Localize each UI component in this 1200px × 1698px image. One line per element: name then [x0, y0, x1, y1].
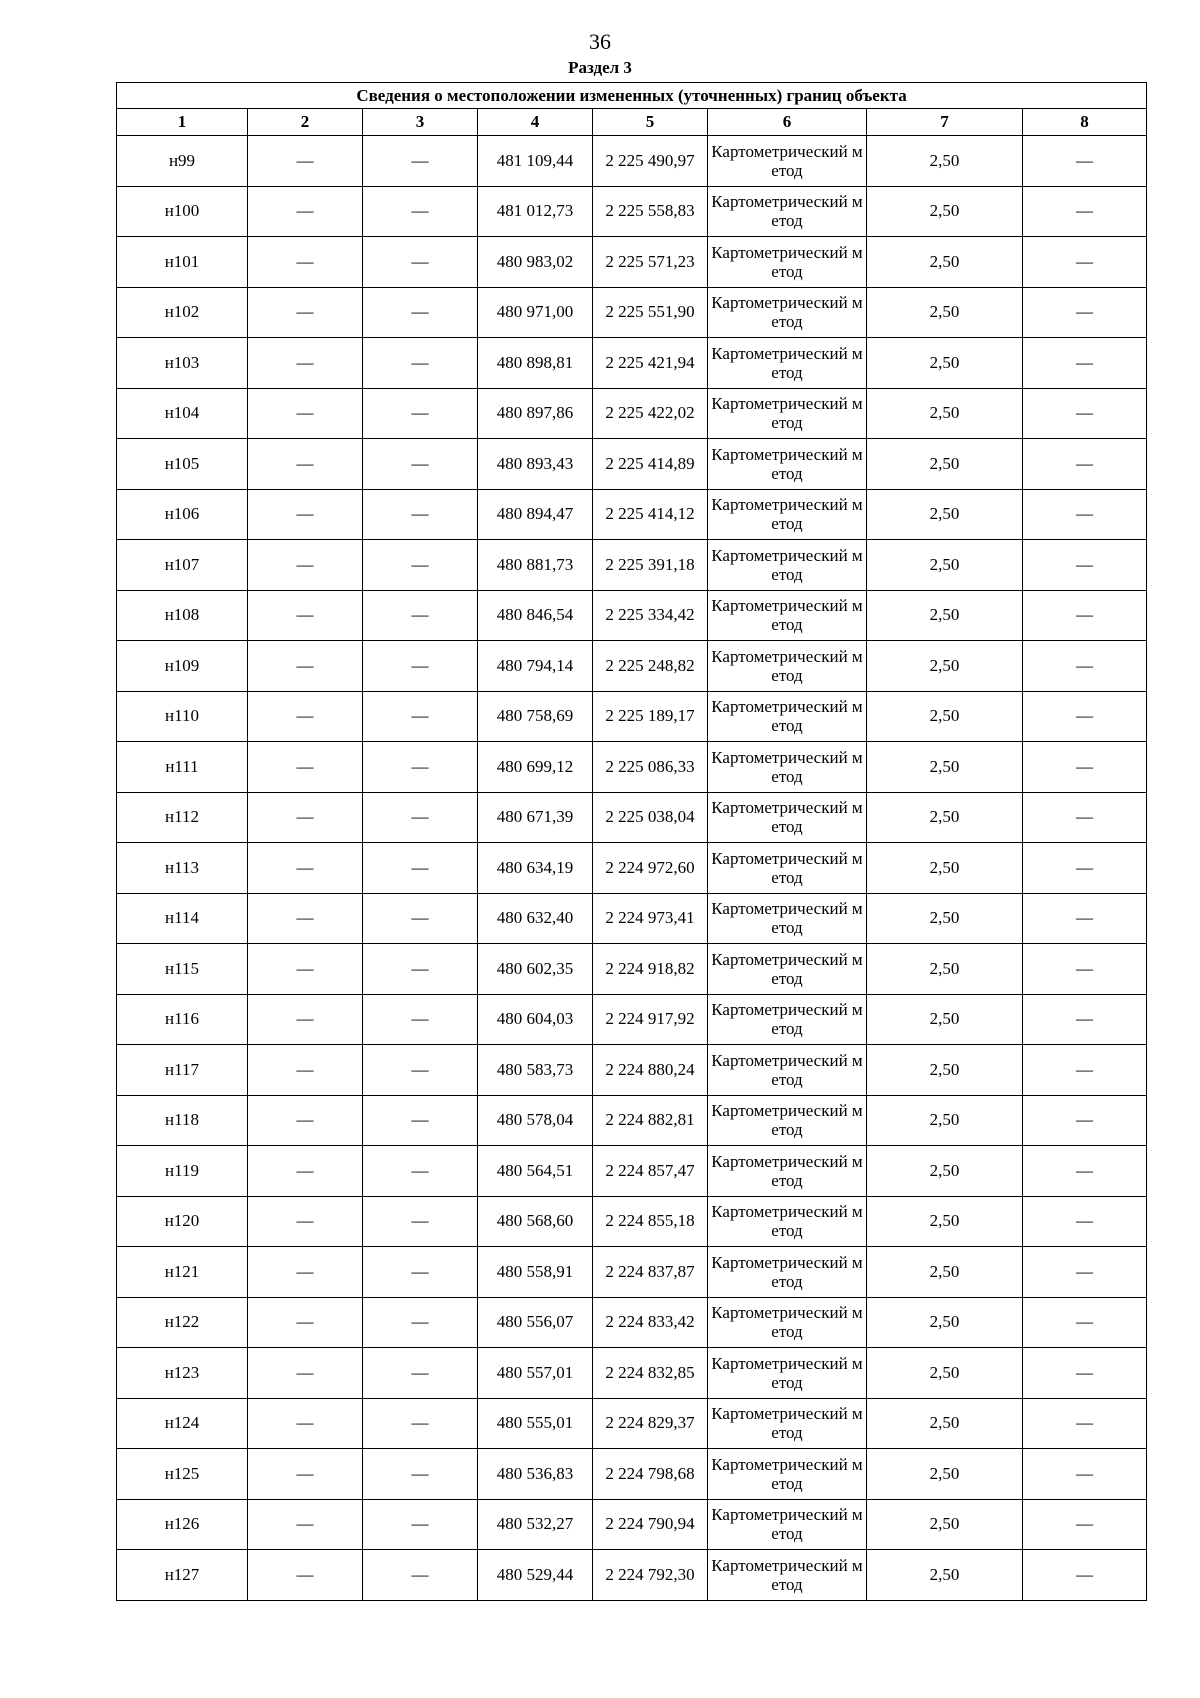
column-2-cell: — [248, 540, 363, 591]
x-coordinate-cell: 480 532,27 [478, 1499, 593, 1550]
y-coordinate-cell: 2 224 880,24 [593, 1045, 708, 1096]
point-number-cell: н123 [117, 1348, 248, 1399]
column-2-cell: — [248, 1247, 363, 1298]
table-row [117, 186, 1147, 237]
table-header-row [117, 109, 1147, 136]
point-number-cell: н122 [117, 1297, 248, 1348]
table-row [117, 843, 1147, 894]
column-3-cell: — [363, 1550, 478, 1601]
column-2-cell: — [248, 1499, 363, 1550]
column-8-cell: — [1023, 186, 1147, 237]
column-3-cell: — [363, 1045, 478, 1096]
column-2-cell: — [248, 237, 363, 288]
method-cell: Картометрический метод [708, 792, 867, 843]
column-2-cell: — [248, 287, 363, 338]
column-2-cell: — [248, 388, 363, 439]
table-caption-row [117, 83, 1147, 109]
y-coordinate-cell: 2 224 973,41 [593, 893, 708, 944]
column-8-cell: — [1023, 1095, 1147, 1146]
table-body [117, 136, 1147, 1601]
method-cell: Картометрический метод [708, 1146, 867, 1197]
point-number-cell: н124 [117, 1398, 248, 1449]
column-8-cell: — [1023, 590, 1147, 641]
table-row [117, 388, 1147, 439]
method-cell: Картометрический метод [708, 1449, 867, 1500]
method-cell: Картометрический метод [708, 590, 867, 641]
method-cell: Картометрический метод [708, 388, 867, 439]
column-8-cell: — [1023, 1297, 1147, 1348]
table-row [117, 136, 1147, 187]
point-number-cell: н105 [117, 439, 248, 490]
column-8-cell: — [1023, 136, 1147, 187]
method-cell: Картометрический метод [708, 439, 867, 490]
x-coordinate-cell: 480 897,86 [478, 388, 593, 439]
column-8-cell: — [1023, 994, 1147, 1045]
table-row [117, 237, 1147, 288]
table-row [117, 944, 1147, 995]
y-coordinate-cell: 2 224 792,30 [593, 1550, 708, 1601]
method-cell: Картометрический метод [708, 1398, 867, 1449]
x-coordinate-cell: 480 632,40 [478, 893, 593, 944]
column-8-cell: — [1023, 1045, 1147, 1096]
column-3-cell: — [363, 843, 478, 894]
column-2-cell: — [248, 136, 363, 187]
point-number-cell: н104 [117, 388, 248, 439]
column-header: 5 [593, 109, 708, 136]
y-coordinate-cell: 2 225 558,83 [593, 186, 708, 237]
column-2-cell: — [248, 489, 363, 540]
column-3-cell: — [363, 489, 478, 540]
y-coordinate-cell: 2 225 422,02 [593, 388, 708, 439]
accuracy-cell: 2,50 [867, 1247, 1023, 1298]
column-3-cell: — [363, 1247, 478, 1298]
method-cell: Картометрический метод [708, 1550, 867, 1601]
column-header: 7 [867, 109, 1023, 136]
table-row [117, 1499, 1147, 1550]
accuracy-cell: 2,50 [867, 1449, 1023, 1500]
method-cell: Картометрический метод [708, 994, 867, 1045]
column-3-cell: — [363, 136, 478, 187]
column-8-cell: — [1023, 338, 1147, 389]
column-2-cell: — [248, 1348, 363, 1399]
table-row [117, 540, 1147, 591]
table-row [117, 439, 1147, 490]
y-coordinate-cell: 2 224 917,92 [593, 994, 708, 1045]
y-coordinate-cell: 2 225 391,18 [593, 540, 708, 591]
table-row [117, 1247, 1147, 1298]
method-cell: Картометрический метод [708, 136, 867, 187]
table-row [117, 1550, 1147, 1601]
column-8-cell: — [1023, 944, 1147, 995]
x-coordinate-cell: 481 012,73 [478, 186, 593, 237]
point-number-cell: н110 [117, 691, 248, 742]
column-2-cell: — [248, 843, 363, 894]
point-number-cell: н117 [117, 1045, 248, 1096]
accuracy-cell: 2,50 [867, 1499, 1023, 1550]
accuracy-cell: 2,50 [867, 893, 1023, 944]
x-coordinate-cell: 480 536,83 [478, 1449, 593, 1500]
table-row [117, 994, 1147, 1045]
method-cell: Картометрический метод [708, 186, 867, 237]
accuracy-cell: 2,50 [867, 843, 1023, 894]
point-number-cell: н109 [117, 641, 248, 692]
accuracy-cell: 2,50 [867, 590, 1023, 641]
accuracy-cell: 2,50 [867, 136, 1023, 187]
x-coordinate-cell: 480 671,39 [478, 792, 593, 843]
method-cell: Картометрический метод [708, 1297, 867, 1348]
point-number-cell: н126 [117, 1499, 248, 1550]
x-coordinate-cell: 480 983,02 [478, 237, 593, 288]
accuracy-cell: 2,50 [867, 944, 1023, 995]
column-8-cell: — [1023, 489, 1147, 540]
column-header: 8 [1023, 109, 1147, 136]
method-cell: Картометрический метод [708, 1095, 867, 1146]
y-coordinate-cell: 2 225 414,89 [593, 439, 708, 490]
column-8-cell: — [1023, 1196, 1147, 1247]
table-caption: Сведения о местоположении измененных (уточненных) границ объекта [117, 83, 1147, 109]
column-2-cell: — [248, 590, 363, 641]
column-3-cell: — [363, 1398, 478, 1449]
point-number-cell: н99 [117, 136, 248, 187]
accuracy-cell: 2,50 [867, 1348, 1023, 1399]
y-coordinate-cell: 2 224 837,87 [593, 1247, 708, 1298]
y-coordinate-cell: 2 225 038,04 [593, 792, 708, 843]
x-coordinate-cell: 480 894,47 [478, 489, 593, 540]
point-number-cell: н107 [117, 540, 248, 591]
point-number-cell: н101 [117, 237, 248, 288]
point-number-cell: н118 [117, 1095, 248, 1146]
column-8-cell: — [1023, 792, 1147, 843]
table-row [117, 893, 1147, 944]
column-3-cell: — [363, 1348, 478, 1399]
accuracy-cell: 2,50 [867, 1297, 1023, 1348]
x-coordinate-cell: 480 846,54 [478, 590, 593, 641]
table-row [117, 792, 1147, 843]
table-row [117, 1095, 1147, 1146]
column-3-cell: — [363, 1196, 478, 1247]
y-coordinate-cell: 2 225 248,82 [593, 641, 708, 692]
column-3-cell: — [363, 691, 478, 742]
method-cell: Картометрический метод [708, 1348, 867, 1399]
point-number-cell: н108 [117, 590, 248, 641]
x-coordinate-cell: 480 602,35 [478, 944, 593, 995]
column-3-cell: — [363, 388, 478, 439]
accuracy-cell: 2,50 [867, 287, 1023, 338]
accuracy-cell: 2,50 [867, 338, 1023, 389]
column-8-cell: — [1023, 691, 1147, 742]
column-3-cell: — [363, 287, 478, 338]
table-row [117, 1146, 1147, 1197]
column-8-cell: — [1023, 388, 1147, 439]
accuracy-cell: 2,50 [867, 742, 1023, 793]
accuracy-cell: 2,50 [867, 237, 1023, 288]
y-coordinate-cell: 2 224 790,94 [593, 1499, 708, 1550]
column-header: 2 [248, 109, 363, 136]
column-8-cell: — [1023, 540, 1147, 591]
point-number-cell: н119 [117, 1146, 248, 1197]
column-2-cell: — [248, 944, 363, 995]
accuracy-cell: 2,50 [867, 489, 1023, 540]
point-number-cell: н114 [117, 893, 248, 944]
y-coordinate-cell: 2 224 832,85 [593, 1348, 708, 1399]
table-row [117, 1348, 1147, 1399]
method-cell: Картометрический метод [708, 1247, 867, 1298]
method-cell: Картометрический метод [708, 843, 867, 894]
x-coordinate-cell: 480 893,43 [478, 439, 593, 490]
y-coordinate-cell: 2 224 855,18 [593, 1196, 708, 1247]
column-8-cell: — [1023, 843, 1147, 894]
column-3-cell: — [363, 540, 478, 591]
column-2-cell: — [248, 1550, 363, 1601]
accuracy-cell: 2,50 [867, 439, 1023, 490]
x-coordinate-cell: 480 794,14 [478, 641, 593, 692]
point-number-cell: н127 [117, 1550, 248, 1601]
column-2-cell: — [248, 1398, 363, 1449]
column-8-cell: — [1023, 439, 1147, 490]
accuracy-cell: 2,50 [867, 1196, 1023, 1247]
point-number-cell: н103 [117, 338, 248, 389]
point-number-cell: н115 [117, 944, 248, 995]
y-coordinate-cell: 2 225 571,23 [593, 237, 708, 288]
accuracy-cell: 2,50 [867, 388, 1023, 439]
column-3-cell: — [363, 641, 478, 692]
point-number-cell: н111 [117, 742, 248, 793]
method-cell: Картометрический метод [708, 893, 867, 944]
point-number-cell: н100 [117, 186, 248, 237]
column-8-cell: — [1023, 1550, 1147, 1601]
accuracy-cell: 2,50 [867, 641, 1023, 692]
section-title: Раздел 3 [568, 58, 632, 77]
table-row [117, 1398, 1147, 1449]
y-coordinate-cell: 2 225 086,33 [593, 742, 708, 793]
y-coordinate-cell: 2 224 882,81 [593, 1095, 708, 1146]
point-number-cell: н116 [117, 994, 248, 1045]
table-row [117, 691, 1147, 742]
method-cell: Картометрический метод [708, 287, 867, 338]
method-cell: Картометрический метод [708, 338, 867, 389]
column-2-cell: — [248, 893, 363, 944]
method-cell: Картометрический метод [708, 742, 867, 793]
y-coordinate-cell: 2 225 490,97 [593, 136, 708, 187]
column-2-cell: — [248, 1196, 363, 1247]
point-number-cell: н121 [117, 1247, 248, 1298]
column-3-cell: — [363, 186, 478, 237]
method-cell: Картометрический метод [708, 489, 867, 540]
x-coordinate-cell: 480 758,69 [478, 691, 593, 742]
column-8-cell: — [1023, 893, 1147, 944]
method-cell: Картометрический метод [708, 1045, 867, 1096]
column-2-cell: — [248, 439, 363, 490]
column-2-cell: — [248, 1449, 363, 1500]
point-number-cell: н120 [117, 1196, 248, 1247]
method-cell: Картометрический метод [708, 540, 867, 591]
accuracy-cell: 2,50 [867, 540, 1023, 591]
column-2-cell: — [248, 691, 363, 742]
method-cell: Картометрический метод [708, 641, 867, 692]
point-number-cell: н106 [117, 489, 248, 540]
y-coordinate-cell: 2 225 189,17 [593, 691, 708, 742]
table-row [117, 1196, 1147, 1247]
y-coordinate-cell: 2 225 334,42 [593, 590, 708, 641]
x-coordinate-cell: 480 564,51 [478, 1146, 593, 1197]
table-row [117, 1297, 1147, 1348]
method-cell: Картометрический метод [708, 691, 867, 742]
y-coordinate-cell: 2 225 421,94 [593, 338, 708, 389]
x-coordinate-cell: 480 568,60 [478, 1196, 593, 1247]
column-2-cell: — [248, 186, 363, 237]
x-coordinate-cell: 480 555,01 [478, 1398, 593, 1449]
column-3-cell: — [363, 338, 478, 389]
page-number: 36 [589, 29, 611, 54]
accuracy-cell: 2,50 [867, 1550, 1023, 1601]
column-2-cell: — [248, 641, 363, 692]
point-number-cell: н102 [117, 287, 248, 338]
y-coordinate-cell: 2 225 414,12 [593, 489, 708, 540]
y-coordinate-cell: 2 224 857,47 [593, 1146, 708, 1197]
column-3-cell: — [363, 1297, 478, 1348]
x-coordinate-cell: 480 604,03 [478, 994, 593, 1045]
column-header: 3 [363, 109, 478, 136]
accuracy-cell: 2,50 [867, 1095, 1023, 1146]
column-8-cell: — [1023, 1348, 1147, 1399]
column-8-cell: — [1023, 237, 1147, 288]
accuracy-cell: 2,50 [867, 792, 1023, 843]
column-2-cell: — [248, 742, 363, 793]
method-cell: Картометрический метод [708, 1499, 867, 1550]
column-3-cell: — [363, 439, 478, 490]
x-coordinate-cell: 480 881,73 [478, 540, 593, 591]
column-header: 1 [117, 109, 248, 136]
x-coordinate-cell: 480 699,12 [478, 742, 593, 793]
accuracy-cell: 2,50 [867, 1146, 1023, 1197]
table-row [117, 287, 1147, 338]
point-number-cell: н113 [117, 843, 248, 894]
x-coordinate-cell: 480 558,91 [478, 1247, 593, 1298]
column-2-cell: — [248, 994, 363, 1045]
column-header: 4 [478, 109, 593, 136]
method-cell: Картометрический метод [708, 237, 867, 288]
x-coordinate-cell: 480 529,44 [478, 1550, 593, 1601]
column-2-cell: — [248, 1297, 363, 1348]
column-3-cell: — [363, 1095, 478, 1146]
method-cell: Картометрический метод [708, 1196, 867, 1247]
y-coordinate-cell: 2 224 972,60 [593, 843, 708, 894]
column-3-cell: — [363, 994, 478, 1045]
point-number-cell: н112 [117, 792, 248, 843]
table-row [117, 590, 1147, 641]
y-coordinate-cell: 2 224 829,37 [593, 1398, 708, 1449]
column-8-cell: — [1023, 1398, 1147, 1449]
accuracy-cell: 2,50 [867, 691, 1023, 742]
column-3-cell: — [363, 944, 478, 995]
boundary-coordinates-table [116, 82, 1147, 1601]
table-row [117, 1045, 1147, 1096]
column-3-cell: — [363, 590, 478, 641]
column-2-cell: — [248, 1045, 363, 1096]
table-row [117, 338, 1147, 389]
x-coordinate-cell: 480 556,07 [478, 1297, 593, 1348]
x-coordinate-cell: 480 634,19 [478, 843, 593, 894]
column-3-cell: — [363, 893, 478, 944]
column-2-cell: — [248, 1095, 363, 1146]
column-8-cell: — [1023, 641, 1147, 692]
column-3-cell: — [363, 1499, 478, 1550]
column-2-cell: — [248, 1146, 363, 1197]
table-row [117, 489, 1147, 540]
column-8-cell: — [1023, 1146, 1147, 1197]
y-coordinate-cell: 2 224 833,42 [593, 1297, 708, 1348]
accuracy-cell: 2,50 [867, 186, 1023, 237]
column-3-cell: — [363, 1146, 478, 1197]
table-row [117, 1449, 1147, 1500]
table-row [117, 742, 1147, 793]
x-coordinate-cell: 480 898,81 [478, 338, 593, 389]
column-8-cell: — [1023, 742, 1147, 793]
column-8-cell: — [1023, 1499, 1147, 1550]
column-8-cell: — [1023, 1449, 1147, 1500]
column-2-cell: — [248, 338, 363, 389]
column-header: 6 [708, 109, 867, 136]
accuracy-cell: 2,50 [867, 994, 1023, 1045]
column-8-cell: — [1023, 1247, 1147, 1298]
table-row [117, 641, 1147, 692]
accuracy-cell: 2,50 [867, 1045, 1023, 1096]
method-cell: Картометрический метод [708, 944, 867, 995]
x-coordinate-cell: 480 557,01 [478, 1348, 593, 1399]
x-coordinate-cell: 481 109,44 [478, 136, 593, 187]
y-coordinate-cell: 2 225 551,90 [593, 287, 708, 338]
column-3-cell: — [363, 1449, 478, 1500]
point-number-cell: н125 [117, 1449, 248, 1500]
column-2-cell: — [248, 792, 363, 843]
x-coordinate-cell: 480 583,73 [478, 1045, 593, 1096]
y-coordinate-cell: 2 224 918,82 [593, 944, 708, 995]
y-coordinate-cell: 2 224 798,68 [593, 1449, 708, 1500]
column-3-cell: — [363, 792, 478, 843]
accuracy-cell: 2,50 [867, 1398, 1023, 1449]
x-coordinate-cell: 480 578,04 [478, 1095, 593, 1146]
column-3-cell: — [363, 237, 478, 288]
x-coordinate-cell: 480 971,00 [478, 287, 593, 338]
column-8-cell: — [1023, 287, 1147, 338]
column-3-cell: — [363, 742, 478, 793]
